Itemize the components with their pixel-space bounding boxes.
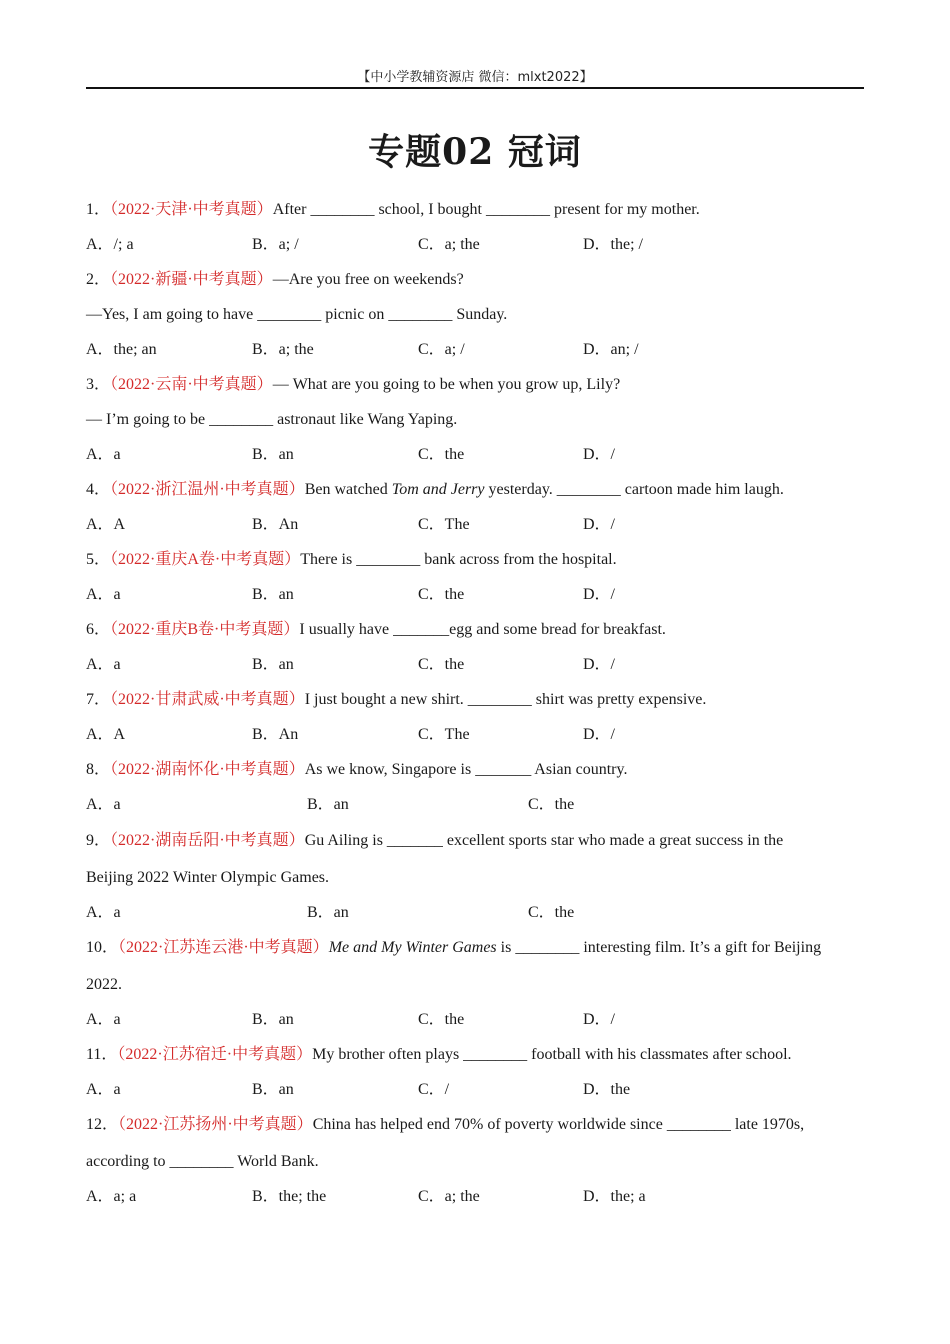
option-b: B．An	[252, 726, 299, 743]
question-stem: — What are you going to be when you grow up, Lily?	[272, 376, 621, 393]
question-number: 2．	[86, 271, 111, 288]
option-c: C．The	[418, 516, 470, 533]
question-number: 1．	[86, 201, 111, 218]
option-b: B．an	[252, 446, 294, 463]
option-a: A．A	[86, 726, 126, 743]
question-stem: China has helped end 70% of poverty worldwide since ________ late 1970s,	[312, 1116, 805, 1133]
question-number: 10．	[86, 939, 119, 956]
question-stem: Gu Ailing is _______ excellent sports star who made a great success in the	[304, 832, 784, 849]
question-11	[86, 1045, 792, 1065]
option-c: C．a; the	[418, 1188, 480, 1205]
question-number: 12．	[86, 1116, 119, 1133]
question-source-tag: （2022·云南·中考真题）	[110, 376, 273, 393]
option-b: B．the; the	[252, 1188, 327, 1205]
option-b: B．an	[252, 1081, 294, 1098]
option-a: A．a	[86, 656, 121, 673]
question-stem-title: Me and My Winter Games	[328, 939, 497, 956]
option-c: C．/	[418, 1081, 450, 1098]
option-c: C．the	[528, 796, 575, 813]
option-d: D．the	[583, 1081, 631, 1098]
question-stem-line-2: 2022.	[86, 976, 122, 993]
option-a: A．a	[86, 796, 121, 813]
question-number: 9．	[86, 832, 111, 849]
option-d: D．the; a	[583, 1188, 646, 1205]
option-d: D．/	[583, 516, 616, 533]
question-stem: After ________ school, I bought ________ present for my mother.	[272, 201, 700, 218]
option-d: D．/	[583, 656, 616, 673]
option-d: D．/	[583, 586, 616, 603]
question-source-tag: （2022·重庆B卷·中考真题）	[110, 621, 300, 638]
question-source-tag: （2022·江苏扬州·中考真题）	[118, 1116, 313, 1133]
option-a: A．A	[86, 516, 126, 533]
option-c: C．a; /	[418, 341, 465, 358]
option-b: B．an	[252, 656, 294, 673]
question-stem-post: yesterday. ________ cartoon made him laugh.	[484, 481, 784, 498]
option-a: A．a	[86, 904, 121, 921]
option-c: C．the	[418, 586, 465, 603]
option-b: B．an	[252, 1011, 294, 1028]
question-source-tag: （2022·江苏连云港·中考真题）	[118, 939, 329, 956]
option-a: A．a	[86, 446, 121, 463]
question-stem: I usually have _______egg and some bread for breakfast.	[299, 621, 666, 638]
question-number: 7．	[86, 691, 111, 708]
header-rule	[86, 87, 864, 89]
question-10	[86, 938, 821, 958]
question-9	[86, 831, 783, 851]
option-c: C．the	[418, 1011, 465, 1028]
question-source-tag: （2022·天津·中考真题）	[110, 201, 273, 218]
question-stem: My brother often plays ________ football with his classmates after school.	[312, 1046, 792, 1063]
question-source-tag: （2022·湖南怀化·中考真题）	[110, 761, 305, 778]
option-a: A．a	[86, 586, 121, 603]
question-stem-line-2: —Yes, I am going to have ________ picnic on ________ Sunday.	[86, 306, 508, 323]
question-number: 5．	[86, 551, 111, 568]
option-c: C．The	[418, 726, 470, 743]
question-3	[86, 375, 620, 395]
option-d: D．an; /	[583, 341, 639, 358]
question-4	[86, 480, 784, 500]
option-a: A．the; an	[86, 341, 157, 358]
question-12	[86, 1115, 804, 1135]
question-source-tag: （2022·湖南岳阳·中考真题）	[110, 832, 305, 849]
question-source-tag: （2022·重庆A卷·中考真题）	[110, 551, 301, 568]
option-b: B．an	[252, 586, 294, 603]
option-a: A．a	[86, 1011, 121, 1028]
option-b: B．an	[307, 796, 349, 813]
question-stem-pre: Ben watched	[304, 481, 392, 498]
option-b: B．an	[307, 904, 349, 921]
option-b: B．a; the	[252, 341, 314, 358]
option-d: D．/	[583, 1011, 616, 1028]
question-8	[86, 760, 627, 780]
option-c: C．the	[528, 904, 575, 921]
question-2	[86, 270, 464, 290]
option-c: C．the	[418, 446, 465, 463]
question-source-tag: （2022·江苏宿迁·中考真题）	[117, 1046, 313, 1063]
option-b: B．An	[252, 516, 299, 533]
question-1	[86, 200, 700, 220]
question-stem-title: Tom and Jerry	[391, 481, 485, 498]
question-stem-line-2: — I’m going to be ________ astronaut like Wang Yaping.	[86, 411, 458, 428]
option-a: A．a	[86, 1081, 121, 1098]
page-title: 专题02 冠词	[368, 131, 582, 173]
question-stem: —Are you free on weekends?	[272, 271, 464, 288]
option-d: D．the; /	[583, 236, 643, 253]
question-number: 11．	[86, 1046, 118, 1063]
question-stem-line-2: according to ________ World Bank.	[86, 1153, 319, 1170]
question-number: 3．	[86, 376, 111, 393]
question-number: 6．	[86, 621, 111, 638]
question-6	[86, 620, 666, 640]
question-number: 4．	[86, 481, 111, 498]
question-stem: There is ________ bank across from the hospital.	[300, 551, 617, 568]
question-7	[86, 690, 706, 710]
option-c: C．a; the	[418, 236, 480, 253]
option-c: C．the	[418, 656, 465, 673]
question-source-tag: （2022·新疆·中考真题）	[110, 271, 273, 288]
question-stem: As we know, Singapore is _______ Asian country.	[304, 761, 628, 778]
option-d: D．/	[583, 726, 616, 743]
option-d: D．/	[583, 446, 616, 463]
question-5	[86, 550, 617, 570]
option-a: A．a; a	[86, 1188, 137, 1205]
question-source-tag: （2022·浙江温州·中考真题）	[110, 481, 305, 498]
question-stem-post: is ________ interesting film. It’s a gift for Beijing	[496, 939, 822, 956]
question-source-tag: （2022·甘肃武威·中考真题）	[110, 691, 305, 708]
question-stem: I just bought a new shirt. ________ shirt was pretty expensive.	[304, 691, 707, 708]
question-stem-line-2: Beijing 2022 Winter Olympic Games.	[86, 869, 330, 886]
question-number: 8．	[86, 761, 111, 778]
option-b: B．a; /	[252, 236, 299, 253]
page-header: 【中小学教辅资源店 微信：mlxt2022】	[357, 70, 593, 85]
option-a: A．/; a	[86, 236, 134, 253]
